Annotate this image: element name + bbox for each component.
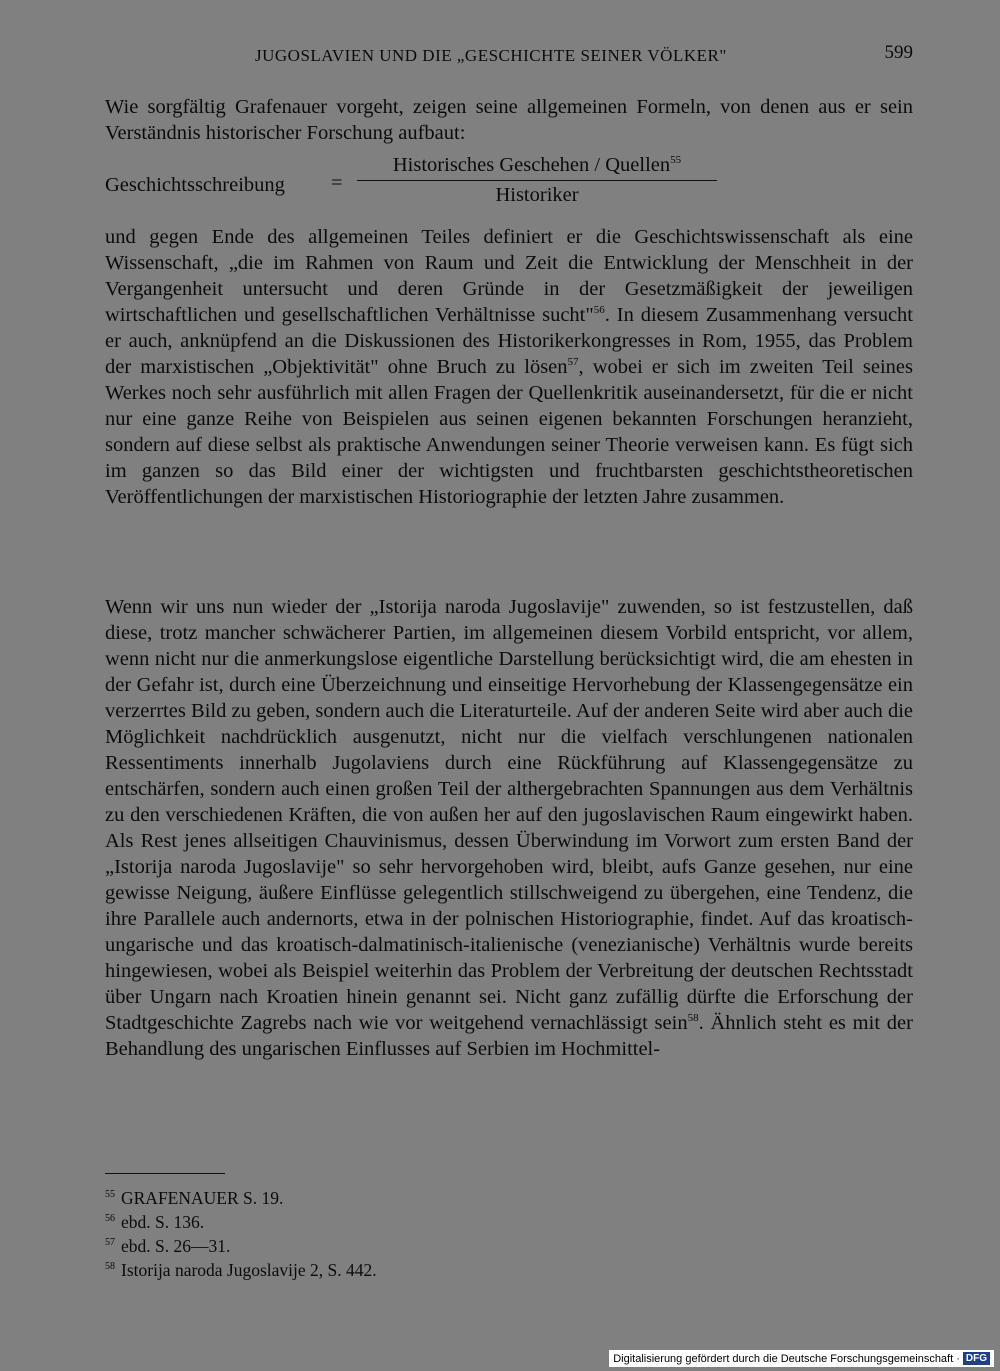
digitization-credit [609, 1350, 994, 1367]
footnote-author: GRAFENAUER [121, 1188, 239, 1208]
page-header [105, 40, 913, 70]
footnote-58 [105, 1258, 705, 1282]
formula-equals: = [331, 172, 343, 194]
footnote-ref-57: 57 [567, 356, 579, 369]
footnote-text: ebd. S. 26—31. [121, 1236, 231, 1256]
paragraph-1 [105, 224, 913, 510]
footnote-text: S. 19. [238, 1188, 284, 1208]
page-number: 599 [884, 42, 913, 63]
footnote-55 [105, 1186, 705, 1210]
footnote-ref-55: 55 [670, 154, 682, 167]
footnote-number: 57 [105, 1237, 115, 1249]
formula-fraction [357, 154, 717, 207]
footnote-57 [105, 1234, 705, 1258]
footnote-separator [105, 1173, 225, 1174]
footnote-text: Istorija naroda Jugoslavije 2, S. 442. [121, 1260, 377, 1280]
paragraph-2-part-b: . Ähnlich steht es mit der Behandlung des ungarischen Einflusses auf Serbien im Hochmittel- [105, 1012, 913, 1060]
footnote-text: ebd. S. 136. [121, 1212, 205, 1232]
intro-paragraph: Wie sorgfältig Grafenauer vorgeht, zeigen seine allgemeinen Formeln, von denen aus er sein Verständnis historischer Forschung aufbaut: [105, 96, 913, 144]
paragraph-1-part-a: und gegen Ende des allgemeinen Teiles definiert er die Geschichtswissenschaft als eine Wissenschaft, „die im Rahmen von Raum und Zeit die Entwicklung der Menschheit in der Vergangenheit untersucht und deren Gründe in der Gesetzmäßigkeit der jeweiligen wirtschaftlichen und gesellschaftlichen Verhältnisse sucht" [105, 226, 913, 326]
footnote-ref-58: 58 [687, 1012, 699, 1025]
credit-text: Digitalisierung gefördert durch die Deutsche Forschungsgemeinschaft · [613, 1352, 960, 1365]
footnotes [105, 1186, 705, 1282]
formula-numerator [357, 154, 717, 181]
numerator-text: Historisches Geschehen / Quellen [392, 154, 671, 176]
formula-denominator: Historiker [495, 184, 579, 206]
footnote-56 [105, 1210, 705, 1234]
running-head: JUGOSLAVIEN UND DIE „GESCHICHTE SEINER VÖLKER" [255, 46, 727, 65]
paragraph-2-part-a: Wenn wir uns nun wieder der „Istorija naroda Jugoslavije" zuwenden, so ist festzustellen, daß diese, trotz mancher schwächerer Partien, im allgemeinen diesem Vorbild entspricht, vor allem, wenn nicht nur die anmerkungslose eigentliche Darstellung berücksichtigt wird, die am ehesten in der Gefahr ist, durch eine Überzeichnung und einseitige Hervorhebung der Klassengegensätze ein verzerrtes Bild zu geben, sondern auch die Literaturteile. Auf der anderen Seite wird aber auch die Möglichkeit nachdrücklich ausgenutzt, nicht nur die vielfach verschlungenen nationalen Ressentiments innerhalb Jugolaviens durch eine Rückführung auf Klassengegensätze zu entschärfen, sondern auch einen großen Teil der althergebrachten Spannungen aus dem Verhältnis zu den verschiedenen Kräften, die von außen her auf den jugoslavischen Raum eingewirkt haben. Als Rest jenes allseitigen Chauvinismus, dessen Überwindung im Vorwort zum ersten Band der „Istorija naroda Jugoslavije" so sehr hervorgehoben wird, bleibt, aufs Ganze gesehen, nur eine gewisse Neigung, äußere Einflüsse gelegentlich stillschweigend zu übergehen, eine Tendenz, die ihre Parallele auch andernorts, etwa in der polnischen Historiographie, findet. Auf das kroatisch-ungarische und das kroatisch-dalmatinisch-italienische (venezianische) Verhältnis wurde bereits hingewiesen, wobei als Beispiel weiterhin das Problem der Verbreitung der deutschen Rechtsstadt über Ungarn nach Kroatien hinein genannt sei. Nicht ganz zufällig dürfte die Erforschung der Stadtgeschichte Zagrebs nach wie vor weitgehend vernachlässigt sein [105, 596, 913, 1034]
footnote-number: 58 [105, 1261, 115, 1273]
footnote-ref-56: 56 [593, 304, 605, 317]
paragraph-1-part-c: , wobei er sich im zweiten Teil seines Werkes noch sehr ausführlich mit allen Fragen der Quellenkritik auseinandersetzt, für die er nicht nur eine ganze Reihe von Beispielen aus seinen eigenen bekannten Forschungen heranzieht, sondern auf diese selbst als praktische Anwendungen seiner Theorie verweisen kann. Es fügt sich im ganzen so das Bild einer der wichtigsten und fruchtbarsten geschichtstheoretischen Veröffentlichungen der marxistischen Historiographie der letzten Jahre zusammen. [105, 356, 914, 508]
paragraph-1-part-b: . In diesem Zusammenhang versucht er auch, anknüpfend an die Diskussionen des Historikerkongresses in Rom, 1955, das Problem der marxistischen „Objektivität" ohne Bruch zu lösen [105, 304, 913, 378]
formula-lhs: Geschichtsschreibung [105, 174, 285, 196]
dfg-logo-icon: DFG [963, 1352, 990, 1365]
footnote-number: 56 [105, 1213, 115, 1225]
footnote-number: 55 [105, 1189, 115, 1201]
formula [105, 154, 913, 216]
paragraph-2 [105, 594, 913, 1062]
